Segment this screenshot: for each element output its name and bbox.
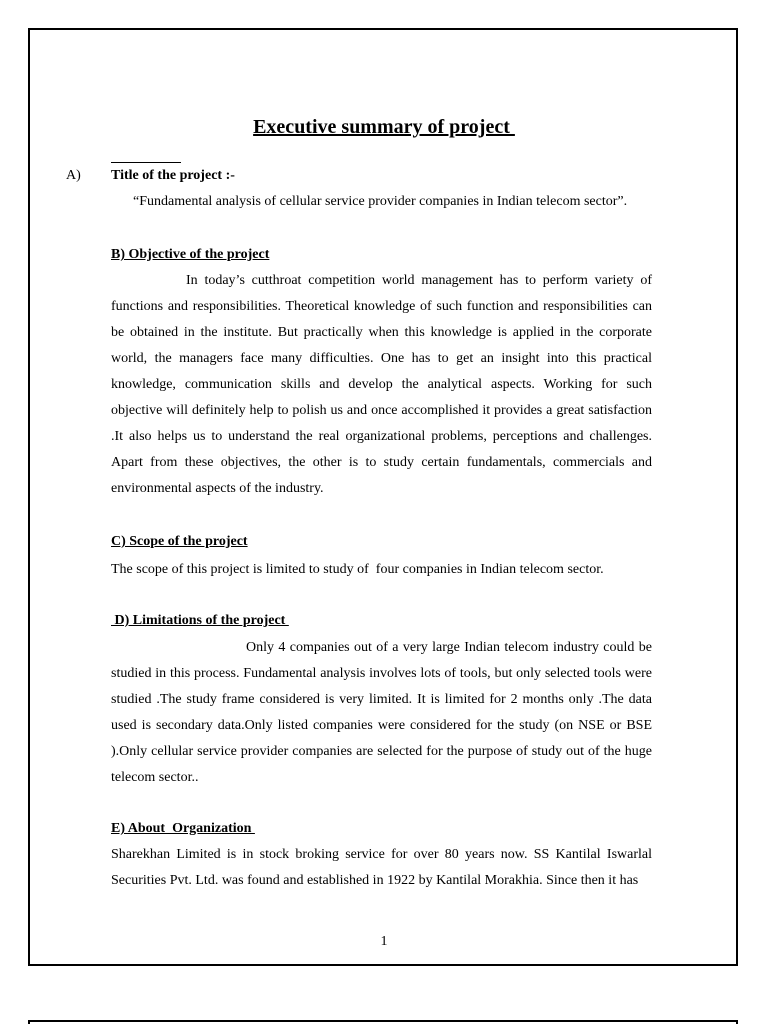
title-rule [111,162,181,163]
section-e-paragraph: Sharekhan Limited is in stock broking service for over 80 years now. SS Kantilal Iswarlal Securities Pvt. Ltd. was found and established in 1922 by Kantilal Morakhia. Since then it has [111,847,652,888]
section-d-paragraph: Only 4 companies out of a very large Indian telecom industry could be studied in this process. Fundamental analysis involves lots of tools, but only selected tools were studied .The study frame considered is very limited. It is limited for 2 months only .The data used is secondary data.Only listed companies were considered for the study (on NSE or BSE ).Only cellular service provider companies are selected for the purpose of study out of the huge telecom sector.. [111,640,652,785]
section-e-heading: E) About Organization [111,821,255,836]
section-b-heading: B) Objective of the project [111,247,270,262]
section-b-paragraph: In today’s cutthroat competition world management has to perform variety of functions and responsibilities. Theoretical knowledge of such function and responsibilities can be obtained in the institute. But practically when this knowledge is applied in the corporate world, the managers face many difficulties. One has to get an insight into this practical knowledge, communication skills and develop the analytical aspects. Working for such objective will definitely help to polish us and once accomplished it provides a great satisfaction .It also helps us to understand the real organizational problems, perceptions and challenges. Apart from these objectives, the other is to study certain fundamentals, commercials and environmental aspects of the industry. [111,273,652,496]
section-c-paragraph: The scope of this project is limited to study of four companies in Indian telecom sector. [111,562,604,577]
next-page-border [28,1020,738,1024]
section-d-heading: D) Limitations of the project [111,613,289,628]
section-c-heading: C) Scope of the project [111,534,248,549]
section-a-text: “Fundamental analysis of cellular service provider companies in Indian telecom sector”. [133,194,628,209]
page-number: 1 [380,934,388,949]
page-title: Executive summary of project [253,116,515,138]
section-a-heading: Title of the project :- [111,168,235,183]
section-a-marker: A) [66,168,81,183]
